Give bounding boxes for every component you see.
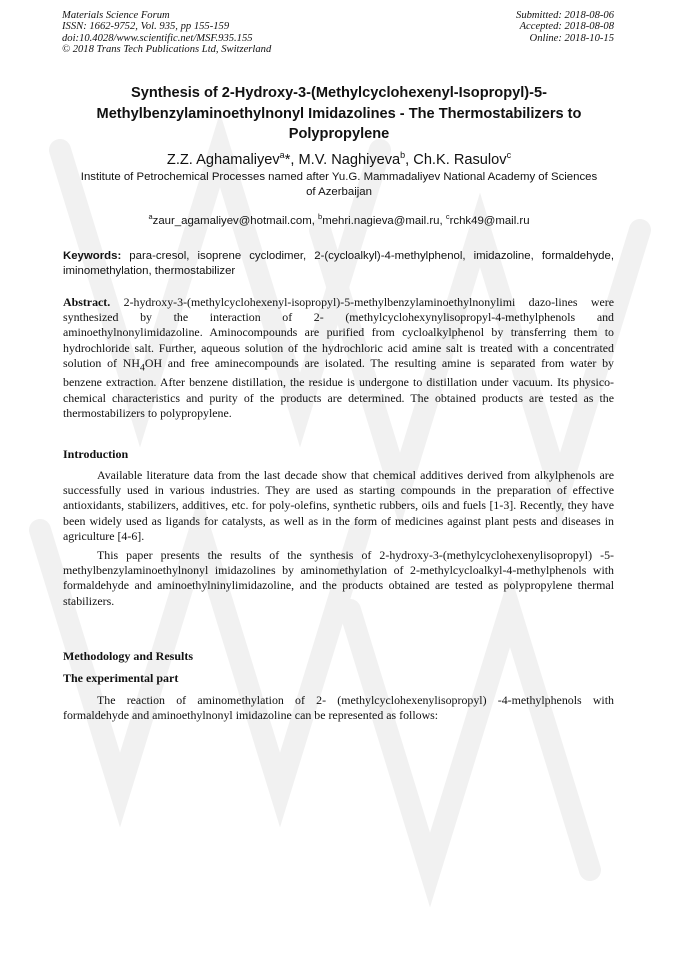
journal-info <box>62 10 271 55</box>
author-affil-mark: c <box>506 150 512 160</box>
email-separator: , <box>439 214 446 227</box>
email-separator: , <box>311 214 319 227</box>
experimental-subheading: The experimental part <box>63 671 179 685</box>
keywords-text: para-cresol, isoprene cyclodimer, 2-(cycloalkyl)-4-methylphenol, imidazoline, formaldehyde, iminomethylation, thermostabilizer <box>63 250 614 277</box>
journal-name: Materials Science Forum <box>62 10 170 21</box>
copyright-line: © 2018 Trans Tech Publications Ltd, Switzerland <box>62 43 272 55</box>
author-name: Ch.K. Rasulov <box>413 151 507 168</box>
online-date: Online: 2018-10-15 <box>529 32 614 44</box>
accepted-date: Accepted: 2018-08-08 <box>519 21 614 33</box>
author-affil-mark: a <box>279 150 285 160</box>
author-separator: , <box>290 151 299 168</box>
email-address: rchk49@mail.ru <box>449 214 530 227</box>
issn-line: ISSN: 1662-9752, Vol. 935, pp 155-159 <box>62 21 230 33</box>
author-name: M.V. Naghiyeva <box>298 151 401 168</box>
author-name: Z.Z. Aghamaliyev <box>166 151 280 168</box>
email-mark: c <box>445 212 450 221</box>
paper-title: Synthesis of 2-Hydroxy-3-(Methylcyclohexenyl-Isopropyl)-5-Methylbenzylaminoethylnonyl Imidazolines - The Thermostabilizers to Polypropylene <box>96 85 582 142</box>
doi-line: doi:10.4028/www.scientific.net/MSF.935.155 <box>62 32 253 44</box>
abstract-subscript: 4 <box>139 362 145 374</box>
email-mark: b <box>318 212 323 221</box>
author-list <box>60 146 618 169</box>
methodology-paragraph: The reaction of aminomethylation of 2- (methylcyclohexenylisopropyl) -4-methylphenols with formaldehyde and aminoethylnonyl imidazoline can be represented as follows: <box>63 693 614 723</box>
submitted-date: Submitted: 2018-08-06 <box>516 10 614 21</box>
affiliation: Institute of Petrochemical Processes named after Yu.G. Mammadaliyev National Academy of Sciences of Azerbaijan <box>80 171 598 198</box>
email-mark: a <box>148 212 153 221</box>
introduction-paragraph: This paper presents the results of the synthesis of 2-hydroxy-3-(methylcyclohexenylisopropyl) -5-methylbenzylaminoethylnonyl imidazolines by aminomethylation of 2-methylcycloalkyl-4-methylphenols with formaldehyde and aminoethylninylimidazoline, and the products obtained are tested as polypropylene thermal stabilizers. <box>63 548 614 608</box>
abstract-label: Abstract. <box>63 295 111 309</box>
author-separator: , <box>405 151 414 168</box>
author-affil-mark: b <box>400 150 406 160</box>
publication-dates <box>516 10 614 44</box>
keywords-block <box>63 249 614 278</box>
methodology-heading: Methodology and Results <box>63 649 194 663</box>
introduction-heading: Introduction <box>63 447 129 461</box>
email-address: zaur_agamaliyev@hotmail.com <box>152 214 312 227</box>
abstract-text: 2-hydroxy-3-(methylcyclohexenyl-isopropyl)-5-methylbenzylaminoethylnonylimi dazo-lines were synthesized by the interaction of 2- (methylcyclohexynylisopropyl-4-methylphenols and aminoethylnonylimidazoline. Aminocompounds are purified from cycloalkylphenol by transferring them to hydrochloride salt. Further, aqueous solution of the hydrochloric acid amine salt is treated with a concentrated solution of NH <box>63 295 614 370</box>
email-address: mehri.nagieva@mail.ru <box>322 214 440 227</box>
abstract-text-cont: OH and free aminecompounds are isolated. The resulting amine is separated from water by benzene extraction. After benzene distillation, the residue is undergone to distillation under vacuum. Its physico-chemical characteristics and purity of the products are determined. The obtained products are tested as the thermostabilizers to polypropylene. <box>63 355 614 420</box>
corresponding-mark: * <box>284 151 291 168</box>
email-list <box>60 210 618 228</box>
introduction-paragraph: Available literature data from the last decade show that chemical additives derived from alkylphenols are successfully used in various industries. They are used as starting compounds in the preparation of effective antioxidants, stabilizers, additives, etc. for poly-olefins, synthetic rubbers, oils and fuels [1-3]. Recently, they have been widely used as ligands for catalysts, as well as in the form of medicines against plant pests and diseases in agriculture [4-6]. <box>63 468 614 543</box>
abstract-block <box>63 295 614 421</box>
keywords-label: Keywords: <box>63 250 122 262</box>
